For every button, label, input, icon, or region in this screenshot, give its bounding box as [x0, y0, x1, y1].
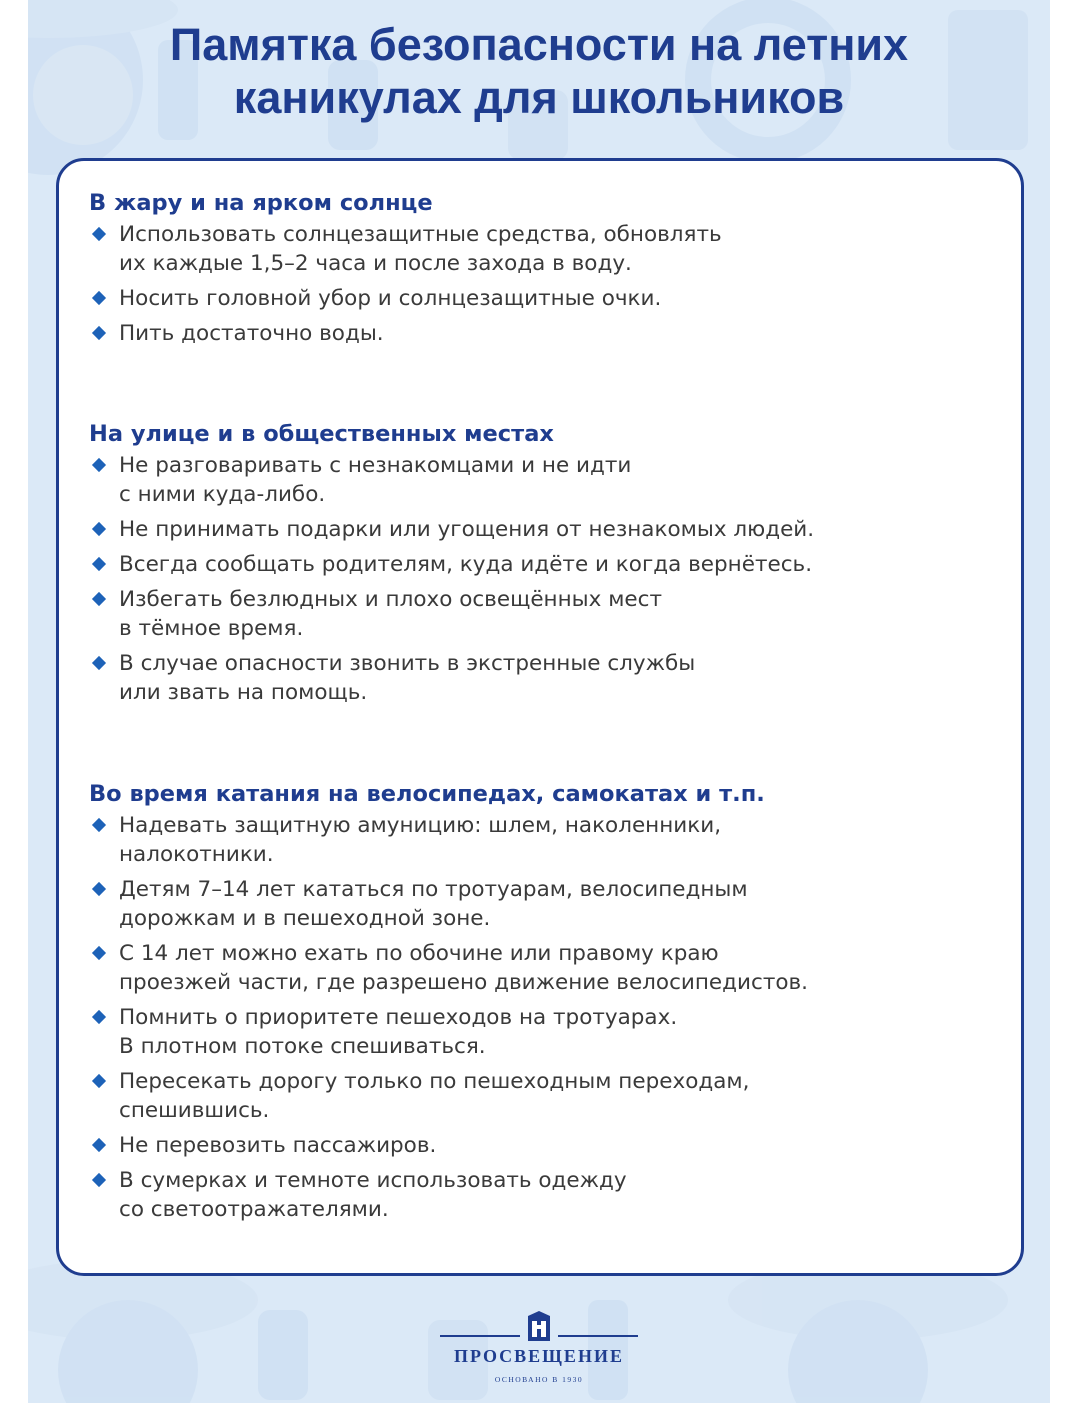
logo-rule-left — [440, 1335, 520, 1337]
section-cycling-scooters — [89, 779, 989, 1230]
item-text: В сумерках и темноте использовать одежду — [119, 1168, 627, 1193]
publisher-logo — [28, 1306, 1050, 1396]
item-text: Не разговаривать с незнакомцами и не идти — [119, 453, 632, 478]
item-text: или звать на помощь. — [119, 680, 368, 705]
section-street-public-places — [89, 419, 989, 713]
item-text: с ними куда-либо. — [119, 482, 326, 507]
list-item — [89, 220, 989, 278]
list-item — [89, 649, 989, 707]
diamond-bullet-icon — [92, 458, 106, 472]
list-item — [89, 585, 989, 643]
item-text: Не перевозить пассажиров. — [119, 1133, 437, 1158]
diamond-bullet-icon — [92, 1010, 106, 1024]
safety-card — [56, 158, 1024, 1276]
item-text: налокотники. — [119, 842, 274, 867]
list-item — [89, 550, 989, 579]
diamond-bullet-icon — [92, 291, 106, 305]
diamond-bullet-icon — [92, 1138, 106, 1152]
item-text: дорожкам и в пешеходной зоне. — [119, 906, 491, 931]
diamond-bullet-icon — [92, 557, 106, 571]
diamond-bullet-icon — [92, 1074, 106, 1088]
diamond-bullet-icon — [92, 656, 106, 670]
section-title: В жару и на ярком солнце — [89, 190, 433, 216]
section-title: На улице и в общественных местах — [89, 421, 554, 447]
diamond-bullet-icon — [92, 326, 106, 340]
list-item — [89, 284, 989, 313]
list-item — [89, 451, 989, 509]
section-heat-sun — [89, 188, 989, 354]
item-text: Помнить о приоритете пешеходов на тротуарах. — [119, 1005, 678, 1030]
publisher-name: ПРОСВЕЩЕНИЕ — [454, 1346, 624, 1366]
item-text: Надевать защитную амуницию: шлем, наколенники, — [119, 813, 722, 838]
page-title-line: Памятка безопасности на летних — [169, 19, 909, 70]
list-item — [89, 1067, 989, 1125]
list-item — [89, 515, 989, 544]
diamond-bullet-icon — [92, 1173, 106, 1187]
item-text: в тёмное время. — [119, 616, 304, 641]
item-text: Использовать солнцезащитные средства, обновлять — [119, 222, 722, 247]
page-title-line: каникулах для школьников — [233, 72, 845, 123]
publisher-emblem-icon — [524, 1310, 554, 1342]
diamond-bullet-icon — [92, 522, 106, 536]
item-text: Детям 7–14 лет кататься по тротуарам, велосипедным — [119, 877, 748, 902]
item-text: В плотном потоке спешиваться. — [119, 1034, 486, 1059]
poster — [28, 0, 1050, 1403]
list-item — [89, 811, 989, 869]
list-item — [89, 1003, 989, 1061]
item-text: проезжей части, где разрешено движение велосипедистов. — [119, 970, 808, 995]
item-text: со светоотражателями. — [119, 1197, 389, 1222]
logo-rule-right — [558, 1335, 638, 1337]
item-text: С 14 лет можно ехать по обочине или правому краю — [119, 941, 719, 966]
diamond-bullet-icon — [92, 882, 106, 896]
section-title: Во время катания на велосипедах, самокатах и т.п. — [89, 781, 765, 807]
item-text: Носить головной убор и солнцезащитные очки. — [119, 286, 662, 311]
publisher-tagline: ОСНОВАНО В 1930 — [494, 1375, 584, 1384]
item-text: Всегда сообщать родителям, куда идёте и когда вернётесь. — [119, 552, 813, 577]
item-text: спешившись. — [119, 1098, 270, 1123]
list-item — [89, 939, 989, 997]
item-text: Пить достаточно воды. — [119, 321, 384, 346]
list-item — [89, 875, 989, 933]
item-text: Не принимать подарки или угощения от незнакомых людей. — [119, 517, 815, 542]
list-item — [89, 1166, 989, 1224]
list-item — [89, 1131, 989, 1160]
item-text: Пересекать дорогу только по пешеходным переходам, — [119, 1069, 750, 1094]
diamond-bullet-icon — [92, 592, 106, 606]
list-item — [89, 319, 989, 348]
page-title — [28, 18, 1050, 124]
diamond-bullet-icon — [92, 946, 106, 960]
diamond-bullet-icon — [92, 227, 106, 241]
diamond-bullet-icon — [92, 818, 106, 832]
item-text: Избегать безлюдных и плохо освещённых мест — [119, 587, 662, 612]
item-text: их каждые 1,5–2 часа и после захода в воду. — [119, 251, 632, 276]
item-text: В случае опасности звонить в экстренные службы — [119, 651, 696, 676]
